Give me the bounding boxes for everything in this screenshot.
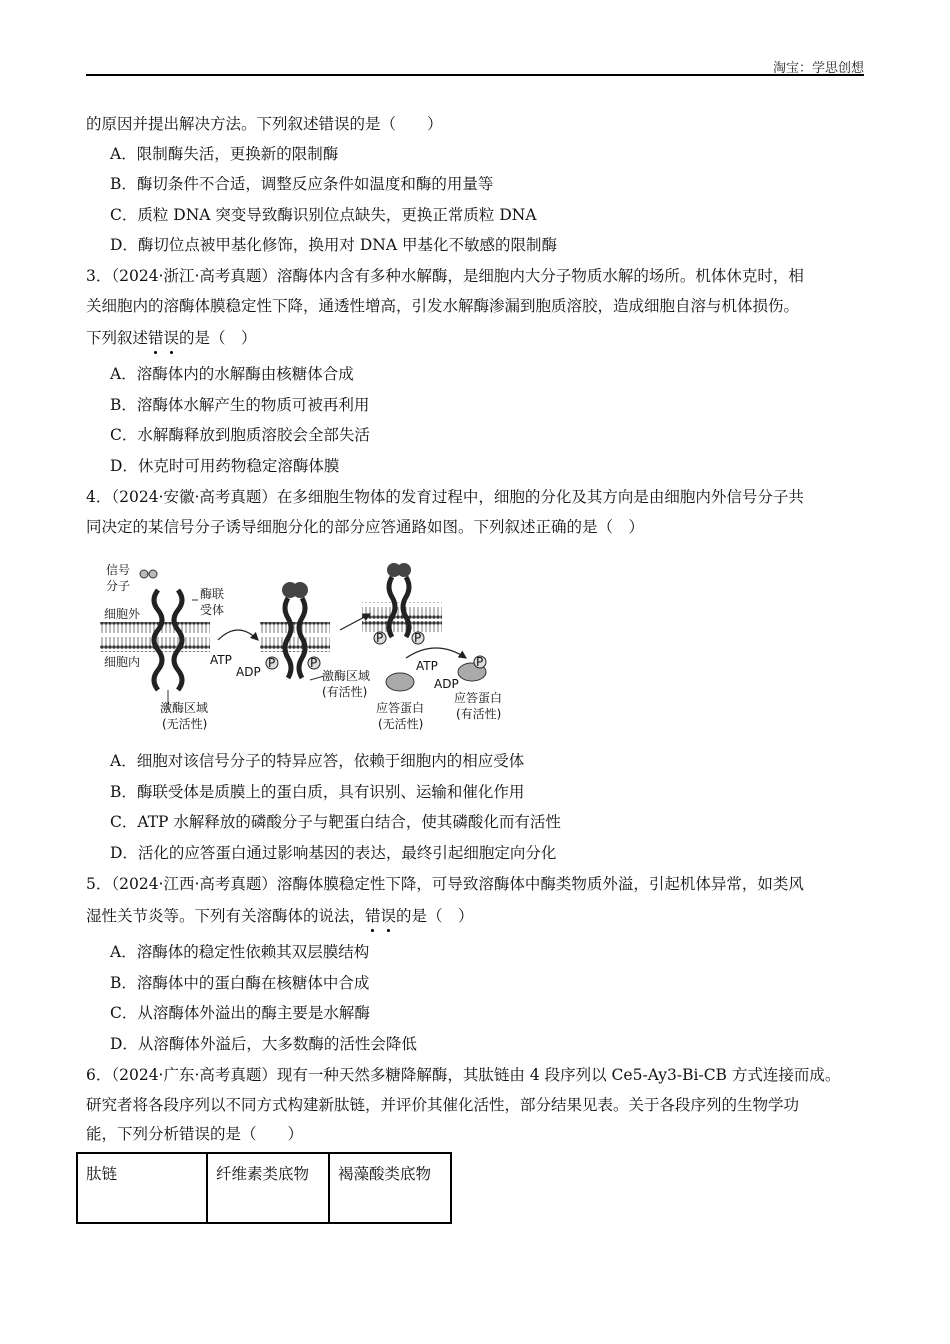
table-header-cell: 纤维素类底物 — [207, 1153, 329, 1223]
signal-molecule — [149, 570, 157, 578]
label-response-active-1: 应答蛋白 — [454, 691, 503, 705]
label-outside: 细胞外 — [104, 607, 141, 621]
label-response-active-2: (有活性) — [456, 707, 502, 721]
q4-option-d: D．活化的应答蛋白通过影响基因的表达，最终引起细胞定向分化 — [110, 844, 557, 862]
enzyme-linked-receptor-figure — [100, 560, 520, 735]
q5-stem-text: 湿性关节炎等。下列有关溶酶体的说法， — [86, 907, 366, 925]
header-source-label: 淘宝：学思创想 — [772, 61, 864, 76]
label-kinase-active-1: 激酶区域 — [322, 669, 371, 683]
label-signal-1: 信号 — [106, 563, 131, 577]
emphasis-dot-char: 错 — [365, 907, 381, 925]
q4-stem-line1: 4．（2024·安徽·高考真题）在多细胞生物体的发育过程中，细胞的分化及其方向是由细胞内外信号分子共 — [86, 488, 804, 506]
receptor-chain — [299, 598, 305, 678]
table-header-row — [77, 1153, 451, 1223]
label-response-inactive-2: (无活性) — [378, 717, 424, 731]
emphasis-dot-char: 错 — [148, 329, 164, 347]
q3-option-a: A．溶酶体内的水解酶由核糖体合成 — [110, 365, 354, 383]
emphasis-dot-char: 误 — [380, 907, 397, 925]
q6-result-table — [76, 1152, 452, 1224]
label-response-inactive-1: 应答蛋白 — [376, 701, 425, 715]
q2-option-d: D．酶切位点被甲基化修饰，换用对 DNA 甲基化不敏感的限制酶 — [110, 236, 557, 254]
q3-stem-text-end: 的是（ ） — [179, 329, 257, 347]
q4-option-c: C．ATP 水解释放的磷酸分子与靶蛋白结合，使其磷酸化而有活性 — [110, 813, 561, 831]
q2-stem: 的原因并提出解决方法。下列叙述错误的是（ ） — [86, 115, 443, 133]
q5-option-d: D．从溶酶体外溢后，大多数酶的活性会降低 — [110, 1035, 417, 1053]
q3-stem-line1: 3．（2024·浙江·高考真题）溶酶体内含有多种水解酶，是细胞内大分子物质水解的场所。机体休克时，相 — [86, 267, 804, 285]
q3-option-b: B．溶酶体水解产生的物质可被再利用 — [110, 396, 370, 414]
q4-option-b: B．酶联受体是质膜上的蛋白质，具有识别、运输和催化作用 — [110, 783, 525, 801]
q5-stem-line2 — [86, 906, 474, 926]
q3-stem-text: 下列叙述 — [86, 329, 149, 347]
label-phosphate: P — [310, 656, 318, 670]
q4-option-a: A．细胞对该信号分子的特异应答，依赖于细胞内的相应受体 — [110, 752, 525, 770]
label-phosphate: P — [476, 655, 484, 669]
label-atp: ATP — [416, 659, 438, 673]
q4-stem-line2: 同决定的某信号分子诱导细胞分化的部分应答通路如图。下列叙述正确的是（ ） — [86, 518, 645, 536]
q6-stem-line2: 研究者将各段序列以不同方式构建新肽链，并评价其催化活性，部分结果见表。关于各段序列的生物学功 — [86, 1096, 800, 1114]
membrane-segment — [260, 622, 330, 652]
label-receptor-2: 受体 — [200, 603, 225, 617]
emphasis-dot-char: 误 — [163, 329, 180, 347]
label-adp: ADP — [434, 677, 459, 691]
label-kinase-active-2: (有活性) — [322, 685, 368, 699]
q5-stem-line1: 5．（2024·江西·高考真题）溶酶体膜稳定性下降，可导致溶酶体中酶类物质外溢，引起机体异常，如类风 — [86, 875, 804, 893]
q2-option-b: B．酶切条件不合适，调整反应条件如温度和酶的用量等 — [110, 175, 494, 193]
bound-signal — [292, 582, 308, 598]
transition-arrow — [218, 630, 258, 640]
bound-signal — [397, 563, 411, 577]
table-header-cell: 肽链 — [77, 1153, 207, 1223]
label-phosphate: P — [414, 631, 422, 645]
transition-arrow — [406, 648, 466, 658]
table-header-cell: 褐藻酸类底物 — [329, 1153, 451, 1223]
q3-option-c: C．水解酶释放到胞质溶胶会全部失活 — [110, 426, 370, 444]
q6-stem-line3: 能，下列分析错误的是（ ） — [86, 1125, 304, 1143]
label-inside: 细胞内 — [104, 655, 141, 669]
q3-stem-line3 — [86, 328, 257, 348]
q3-option-d: D．休克时可用药物稳定溶酶体膜 — [110, 457, 340, 475]
q5-option-b: B．溶酶体中的蛋白酶在核糖体中合成 — [110, 974, 370, 992]
label-receptor-1: 酶联 — [200, 587, 225, 601]
header-divider — [86, 74, 864, 76]
response-protein-inactive — [386, 673, 414, 691]
q5-stem-text-end: 的是（ ） — [396, 907, 474, 925]
label-kinase-inactive-2: (无活性) — [162, 717, 208, 731]
label-adp: ADP — [236, 665, 261, 679]
q2-option-a: A．限制酶失活，更换新的限制酶 — [110, 145, 339, 163]
receptor-chain — [285, 598, 291, 678]
label-kinase-inactive-1: 激酶区域 — [160, 701, 209, 715]
label-phosphate: P — [376, 631, 384, 645]
label-atp: ATP — [210, 653, 232, 667]
label-phosphate: P — [268, 656, 276, 670]
label-signal-2: 分子 — [106, 579, 131, 593]
q5-option-a: A．溶酶体的稳定性依赖其双层膜结构 — [110, 943, 370, 961]
q2-option-c: C．质粒 DNA 突变导致酶识别位点缺失，更换正常质粒 DNA — [110, 206, 537, 224]
q3-stem-line2: 关细胞内的溶酶体膜稳定性下降，通透性增高，引发水解酶渗漏到胞质溶胶，造成细胞自溶与机体损伤。 — [86, 297, 800, 315]
q5-option-c: C．从溶酶体外溢出的酶主要是水解酶 — [110, 1004, 370, 1022]
q6-stem-line1: 6．（2024·广东·高考真题）现有一种天然多糖降解酶，其肽链由 4 段序列以 Ce5-Ay3-Bi-CB 方式连接而成。 — [86, 1066, 841, 1084]
signal-molecule — [140, 570, 148, 578]
